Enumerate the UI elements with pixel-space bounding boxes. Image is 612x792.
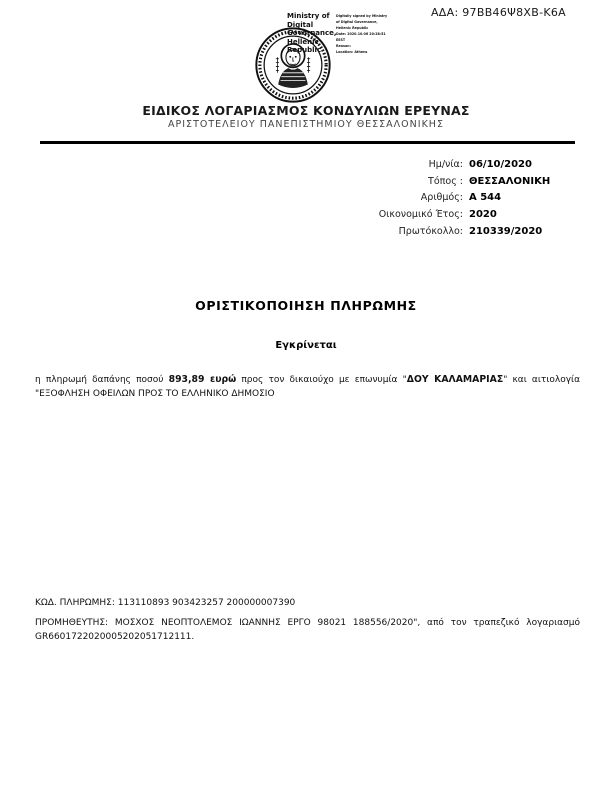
doc-title: ΟΡΙΣΤΙΚΟΠΟΙΗΣΗ ΠΛΗΡΩΜΗΣ (195, 298, 417, 313)
org-title: ΕΙΔΙΚΟΣ ΛΟΓΑΡΙΑΣΜΟΣ ΚΟΝΔΥΛΙΩΝ ΕΡΕΥΝΑΣ (142, 103, 470, 118)
body-text: η πληρωμή δαπάνης ποσού (35, 375, 169, 385)
signature-detail-line: EEST (336, 38, 346, 43)
ministry-stamp-line: Governance, (287, 29, 337, 38)
field-label: Αριθμός: (420, 192, 463, 204)
payment-amount: 893,89 ευρώ (168, 374, 237, 385)
body-text: προς τον δικαιούχο με επωνυμία " (236, 375, 407, 385)
payment-body-paragraph (35, 373, 580, 401)
field-row-date (266, 159, 566, 176)
field-value: ΘΕΣΣΑΛΟΝΙΚΗ (469, 175, 551, 187)
field-row-number (266, 192, 566, 209)
digital-signature-details (336, 13, 419, 55)
signature-detail-line: Digitally signed by Ministry (336, 14, 388, 18)
signature-detail-line: Date: 2020.10.06 20:28:51 (336, 32, 386, 37)
signature-detail-line: Reason: (336, 44, 351, 49)
field-label: Πρωτόκολλο: (398, 225, 463, 237)
ministry-stamp-line: Ministry of Digital (287, 12, 330, 29)
approval-text: Εγκρίνεται (275, 340, 337, 351)
field-row-protocol (266, 226, 566, 243)
supplier-paragraph: ΠΡΟΜΗΘΕΥΤΗΣ: ΜΟΣΧΟΣ ΝΕΟΠΤΟΛΕΜΟΣ ΙΩΑΝΝΗΣ ΕΡΓΟ 98021 188556/2020", από τον τραπεζικό λογαριασμό GR6601722020005202051712111. (35, 618, 580, 642)
org-subtitle: ΑΡΙΣΤΟΤΕΛΕΙΟΥ ΠΑΝΕΠΙΣΤΗΜΙΟΥ ΘΕΣΣΑΛΟΝΙΚΗΣ (168, 119, 444, 130)
document-fields (266, 159, 566, 242)
field-row-place (266, 176, 566, 193)
field-value: Α 544 (469, 192, 502, 204)
field-label: Ημ/νία: (428, 159, 463, 170)
field-value: 06/10/2020 (469, 159, 532, 170)
header-divider (40, 141, 575, 144)
field-label: Τόπος : (428, 175, 463, 187)
payment-code-line: ΚΩΔ. ΠΛΗΡΩΜΗΣ: 113110893 903423257 200000007390 (35, 598, 296, 608)
signature-detail-line: Location: Athens (336, 50, 368, 55)
ministry-stamp-line: Hellenic Republic (287, 37, 322, 55)
field-label: Οικονομικό Έτος: (378, 209, 463, 221)
body-text: " και αιτιολογία "ΕΞΟΦΛΗΣΗ ΟΦΕΙΛΩΝ ΠΡΟΣ ΤΟ ΕΛΛΗΝΙΚΟ ΔΗΜΟΣΙΟ (35, 375, 581, 399)
field-row-fiscal-year (266, 209, 566, 226)
field-value: 2020 (469, 209, 497, 221)
field-value: 210339/2020 (469, 225, 543, 237)
signature-detail-line: of Digital Governance, (336, 20, 378, 24)
signature-detail-line: Hellenic Republic (336, 26, 369, 31)
ada-code: ΑΔΑ: 97ΒΒ46Ψ8ΧΒ-Κ6Α (430, 6, 566, 19)
payee-name: ΔΟΥ ΚΑΛΑΜΑΡΙΑΣ (406, 374, 504, 385)
